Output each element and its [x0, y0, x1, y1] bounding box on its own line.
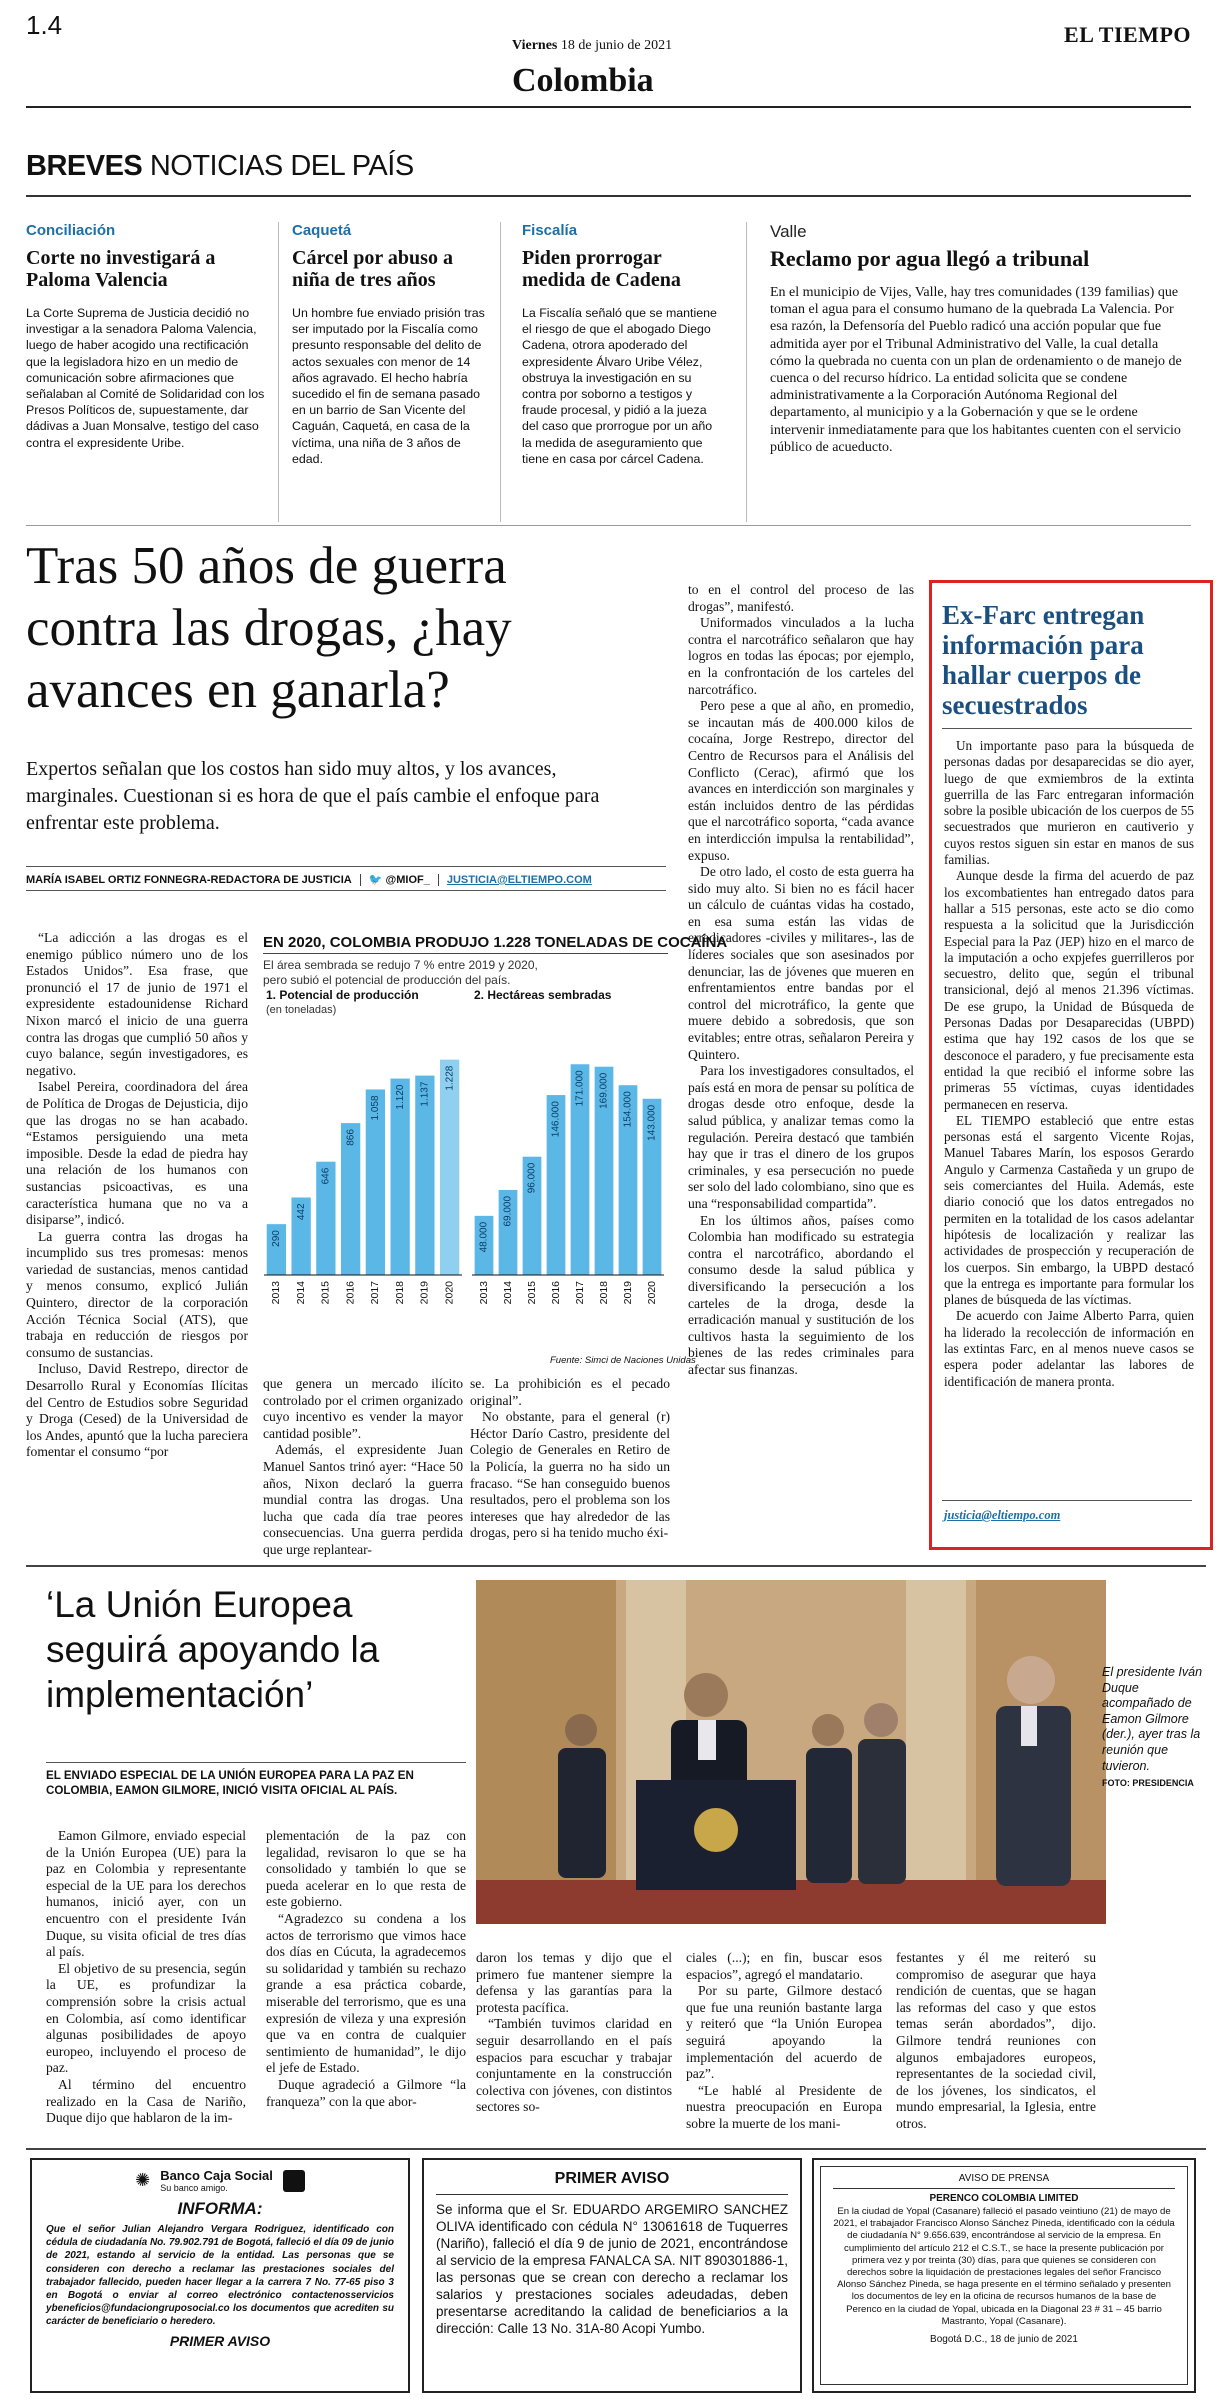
brief-text: La Fiscalía señaló que se mantiene el riesgo de que el abogado Diego Cadena, otrora apoderado del expresidente Álvaro Uribe Vélez, obstruya la investigación en su contra por soborno a testigos y fraude procesal, y pidió a la jueza del caso que prorrogue por un año la medida de aseguramiento que tiene en casa por cárcel Cadena.: [522, 306, 717, 466]
chart-tick-label: 2016: [549, 1281, 562, 1305]
byline-rule-top: [26, 866, 666, 867]
eu-story-column: [476, 1950, 672, 2116]
chart-tick-label: 2019: [621, 1281, 634, 1305]
chart-source: Fuente: Simci de Naciones Unidas: [550, 1355, 696, 1366]
column-divider: [500, 222, 501, 522]
eu-story-column: [266, 1828, 466, 2110]
ad-primer-aviso: [422, 2158, 802, 2393]
photo-caption: [1102, 1665, 1207, 1792]
paragraph: “Le hablé al Presidente de nuestra preocupación en Europa sobre la muerte de los mani-: [686, 2082, 882, 2131]
chart-panel-title: 2. Hectáreas sembradas: [474, 988, 612, 1002]
paragraph: Para los investigadores consultados, el país está en mora de pensar su política de drogas desde otro enfoque, desde la salud pública, y analizar temas como la regulación. Pereira destacó que también hay que ir tras el dinero de los grupos criminales, y esa persecución no puede ser solo del lado colombiano, sino que es una “responsabilidad compartida”.: [688, 1063, 914, 1211]
chart-data-label: 146.000: [550, 1101, 562, 1138]
eu-deck: EL ENVIADO ESPECIAL DE LA UNIÓN EUROPEA PARA LA PAZ EN COLOMBIA, EAMON GILMORE, INICIÓ VISITA OFICIAL AL PAÍS.: [46, 1769, 414, 1797]
photo-credit: FOTO: PRESIDENCIA: [1102, 1778, 1194, 1789]
paragraph: El objetivo de su presencia, según la UE, es profundizar la comprensión sobre la crisis actual en Colombia, así como identificar algunas posibilidades de apoyo europeo, incluyendo el proceso de paz.: [46, 1960, 246, 2076]
brief-category: Valle: [770, 222, 807, 241]
paragraph: Isabel Pereira, coordinadora del área de Política de Drogas de Dejusticia, dijo que las drogas no se han acabado. “Estamos persiguiendo una meta imposible. Desde la edad de piedra hay una relación de los humanos con sustancias psicoactivas, es una característica humana que no va a disiparse”, indicó.: [26, 1079, 248, 1228]
chart-data-label: 154.000: [622, 1091, 634, 1128]
chart-data-label: 442: [295, 1203, 307, 1221]
paragraph: que genera un mercado ilícito controlado por el crimen organizado cuyo incentivo es vender la mayor cantidad posible”.: [263, 1376, 463, 1441]
sidebar-email-rule: [942, 1500, 1192, 1501]
breves-bottom-rule: [26, 525, 1191, 526]
ad-title: PRIMER AVISO: [554, 2170, 670, 2187]
chart-tick-label: 2018: [393, 1281, 406, 1305]
paragraph: En los últimos años, países como Colombia han modificado su estrategia contra el narcotráfico, abordando el consumo desde la salud pública y diversificando la persecución a los carteles de la droga, desde la erradicación manual y sustitución de los cultivos hasta la seguimiento de los bienes de las redes criminales para afectar sus finanzas.: [688, 1212, 914, 1377]
paragraph: “También tuvimos claridad en seguir desarrollando en el país espacios para escuchar y trabajar conjuntamente en la construcción colectiva con jóvenes, con distintos sectores so-: [476, 2016, 672, 2115]
ad-label: AVISO DE PRENSA: [958, 2173, 1050, 2184]
chart-data-label: 96.000: [526, 1162, 538, 1194]
sidebar-email[interactable]: justicia@eltiempo.com: [944, 1508, 1061, 1522]
paragraph: Uniformados vinculados a la lucha contra el narcotráfico señalaron que hay logros en todas las épocas; por ejemplo, en la confrontación de los carteles del narcotráfico.: [688, 615, 914, 697]
main-story-column: [688, 582, 914, 1379]
chart-data-label: 143.000: [646, 1104, 658, 1141]
chart-tick-label: 2016: [344, 1281, 357, 1305]
byline-email[interactable]: JUSTICIA@ELTIEMPO.COM: [446, 874, 592, 886]
brief-item: [770, 222, 1190, 456]
section-title: Colombia: [512, 62, 654, 99]
chart-panel-title: 1. Potencial de producción: [266, 988, 419, 1002]
paragraph: festantes y él me reiteró su compromiso de asegurar que haya rendición de cuentas, que se hagan las reformas del caso y que estos temas serán abordados”, dijo. Gilmore tendrá reuniones con algunos embajadores europeos, representantes de la sociedad civil, de los jóvenes, los sindicatos, el mundo empresarial, la Iglesia, entre otros.: [896, 1950, 1096, 2131]
sidebar-rule: [942, 728, 1192, 729]
ad-footer: PRIMER AVISO: [169, 2332, 271, 2349]
chart-data-label: 866: [345, 1129, 357, 1146]
chart-subtitle-2: pero subió el potencial de producción del país.: [263, 973, 511, 987]
paragraph: De otro lado, el costo de esta guerra ha sido muy alto. Si bien no es fácil hacer un cálculo de cuántas vidas ha costado, en esa suma están las vidas de erradicadores -civiles y militares-, las de líderes sociales que son asesinados por denunciar, las de jóvenes que mueren en enfrentamientos entre bandas por el control del microtráfico, la gente que muere debido a sobredosis, que son evitables; entre otras, señalaron Pereira y Quintero.: [688, 864, 914, 1062]
brief-category: Caquetá: [292, 222, 352, 239]
newspaper-logo: EL TIEMPO: [1064, 22, 1191, 47]
paragraph: Pero pese a que al año, en promedio, se incautan más de 400.000 kilos de cocaína, Jorge Restrepo, director del Centro de Recursos para el Análisis del Conflicto (Cerac), afirmó que los avances en interdicción son marginales y están incluidos dentro de las pérdidas que el narcotráfico soporta, “cada avance en interdicción impulsa la rentabilidad”, expuso.: [688, 698, 914, 863]
paragraph: De acuerdo con Jaime Alberto Parra, quien ha liderado la recolección de información en las extintas Farc, en al menos nueve casos se espera poder adelantar las labores de identificación de manera pronta.: [944, 1308, 1194, 1389]
paragraph: to en el control del proceso de las drogas”, manifestó.: [688, 582, 914, 614]
main-story-column: [263, 1376, 463, 1559]
ad-text: Se informa que el Sr. EDUARDO ARGEMIRO SANCHEZ OLIVA identificado con cédula N° 13061618 de Tuquerres (Nariño), falleció el día 9 de junio de 2021, encontrándose al servicio de la empresa FANALCA SA. NIT 890301886-1, las personas que se crean con derecho a reclamar los salarios y prestaciones sociales adeudadas, deben presentarse acreditando la calidad de beneficiarios a la dirección: Calle 13 No. 31A-80 Acopi Yumbo.: [436, 2202, 788, 2336]
chart-data-label: 171.000: [574, 1070, 586, 1107]
byline-twitter[interactable]: @MIOF_: [385, 874, 430, 886]
chart-tick-label: 2020: [645, 1281, 658, 1305]
issue-date-text: 18 de junio de 2021: [560, 38, 673, 53]
ad-brand-row: [46, 2168, 394, 2193]
paragraph: Además, el expresidente Juan Manuel Santos trinó ayer: “Hace 50 años, Nixon declaró la guerra mundial contra las drogas. Una lucha que cada día trae peores consecuencias. Una guerra perdida que urge replantear-: [263, 1442, 463, 1557]
sidebar-headline: Ex-Farc entregan información para hallar cuerpos de secuestrados: [942, 600, 1145, 720]
main-story-column: [26, 930, 248, 1461]
chart-tick-label: 2013: [270, 1281, 283, 1305]
brief-category: Conciliación: [26, 222, 116, 239]
brief-headline: Cárcel por abuso a niña de tres años: [292, 247, 453, 291]
brief-item: [292, 222, 488, 467]
column-divider: [746, 222, 747, 522]
paragraph: ciales (...); en fin, buscar esos espacios”, agregó el mandatario.: [686, 1950, 882, 1982]
ad-text: En la ciudad de Yopal (Casanare) falleció el pasado veintiuno (21) de mayo de 2021, el trabajador Francisco Alonso Sánchez Pineda, identificado con la cédula de ciudadanía N° 9.656.639, encontrándose al servicio de la empresa. En cumplimiento del artículo 212 el C.S.T., se hace la presente publicación por primera vez y por treinta (30) días, para que quienes se consideren con derechos sobre la liquidación de prestaciones legales del señor Francisco Alonso Sánchez Pineda, se haga presente en el término señalado y presenten los documentos de ley en la oficina de recursos humanos de la base de Perenco en la ciudad de Yopal, ubicada en la Diagonal 23 # 31 – 45 barrio Mastranto, Yopal (Casanare).: [833, 2206, 1175, 2327]
ad-banco-caja-social: [30, 2158, 410, 2393]
eu-story-column: [896, 1950, 1096, 2133]
breves-section-label: [26, 150, 414, 183]
chart-panel-unit: (en toneladas): [266, 1004, 337, 1016]
ad-tagline: Su banco amigo.: [160, 2183, 228, 2193]
chart-tick-label: 2014: [501, 1281, 514, 1305]
chart-tick-label: 2015: [319, 1281, 332, 1305]
chart-data-label: 1.228: [444, 1065, 456, 1091]
chart-data-label: 1.120: [394, 1084, 406, 1110]
cocaine-production-chart: [258, 985, 673, 1355]
paragraph: Incluso, David Restrepo, director de Desarrollo Rural y Economías Ilícitas del Centro de Estudios sobre Seguridad y Droga (Cesed) de la Universidad de los Andes, apuntó que la lucha pareciera fomentar el consumo “por: [26, 1361, 248, 1460]
ad-perenco: [812, 2158, 1196, 2393]
chart-data-label: 1.058: [370, 1095, 382, 1121]
breves-label-rest: NOTICIAS DEL PAÍS: [142, 150, 414, 182]
eu-headline: ‘La Unión Europea seguirá apoyando la implementación’: [46, 1584, 380, 1715]
ad-company: PERENCO COLOMBIA LIMITED: [929, 2193, 1079, 2204]
issue-date: [512, 38, 672, 54]
brief-headline: Piden prorrogar medida de Cadena: [522, 247, 681, 291]
byline: [26, 873, 666, 886]
main-headline: Tras 50 años de guerra contra las drogas, ¿hay avances en ganarla?: [26, 537, 512, 719]
brief-headline: Reclamo por agua llegó a tribunal: [770, 246, 1090, 271]
brief-text: Un hombre fue enviado prisión tras ser imputado por la Fiscalía como presunto responsable del delito de actos sexuales con menor de 14 años agravado. El hecho habría sucedido el fin de semana pasado en un barrio de San Vicente del Caguán, Caquetá, en casa de la víctima, una niña de 3 años de edad.: [292, 306, 485, 466]
brief-item: [522, 222, 722, 467]
ad-brand: Banco Caja Social: [160, 2168, 273, 2183]
brief-category: Fiscalía: [522, 222, 578, 239]
paragraph: Un importante paso para la búsqueda de personas dadas por desaparecidas se dio ayer, luego de que exmiembros de la extinta guerrilla de las Farc entregaran información sobre la posible ubicación de los cuerpos de 55 secuestrados que murieron en cautiverio y cuyos restos siguen sin estar en manos de sus familias.: [944, 738, 1194, 868]
byline-separator: [438, 874, 439, 886]
eu-deck-rule: [46, 1762, 466, 1763]
ads-divider: [26, 2148, 1206, 2150]
chart-subtitle-1: El área sembrada se redujo 7 % entre 2019 y 2020,: [263, 958, 538, 972]
issue-weekday: Viernes: [512, 38, 558, 53]
breves-label-bold: BREVES: [26, 150, 143, 182]
main-deck: Expertos señalan que los costos han sido muy altos, y los avances, marginales. Cuestionan si es hora de que el país cambie el enfoque para enfrentar este problema.: [26, 758, 600, 834]
chart-data-label: 48.000: [478, 1221, 490, 1253]
press-photo-illustration: [476, 1580, 1106, 1924]
paragraph: Al término del encuentro realizado en la Casa de Nariño, Duque dijo que hablaron de la im-: [46, 2076, 246, 2126]
chart-tick-label: 2017: [369, 1281, 382, 1305]
chart-data-label: 646: [320, 1167, 332, 1185]
chart-tick-label: 2019: [418, 1281, 431, 1305]
chart-data-label: 290: [271, 1230, 283, 1247]
foundation-logo-icon: [283, 2170, 305, 2192]
main-story-column: [470, 1376, 670, 1542]
eu-story-column: [686, 1950, 882, 2133]
brief-text: En el municipio de Vijes, Valle, hay tres comunidades (139 familias) que toman el agua para el consumo humano de la quebrada La Valencia. Por esa razón, la Defensoría del Pueblo radicó una acción popular que fue admitida ayer por el Tribunal Administrativo del Valle, la cual detalla cómo la quebrada no cuenta con un plan de ordenamiento o de manejo de cuenca o del recurso hídrico. La entidad solicita que se condene administrativamente a la Corporación Autónoma Regional del departamento, al municipio y a la Gobernación y que se le ordene intervenir inmediatamente para que los habitantes cuenten con el servicio público de acueducto.: [770, 285, 1182, 455]
paragraph: EL TIEMPO estableció que entre estas personas está el sargento Vicente Rojas, Manuel Tabares Marín, los esposos Gerardo Angulo y Carmenza Castañeda y un grupo de seis comerciantes del Huila. Además, este diario conoció que los datos entregados no permiten en la totalidad de los casos adelantar hipótesis de localización y realizar las actividades de prospección y recuperación de los cuerpos. Sin embargo, la UBPD destacó que la entrega es importante para formular los planes de búsqueda de las víctimas.: [944, 1112, 1194, 1308]
chart-tick-label: 2013: [477, 1281, 490, 1305]
chart-bar: [440, 1060, 459, 1275]
twitter-icon: 🐦: [368, 874, 383, 886]
paragraph: Eamon Gilmore, enviado especial de la Unión Europea (UE) para la paz en Colombia y representante especial de la UE para los derechos humanos, inició ayer, con un encuentro con el presidente Iván Duque, su visita oficial de tres días al país.: [46, 1828, 246, 1960]
byline-separator: [360, 874, 361, 886]
chart-tick-label: 2015: [525, 1281, 538, 1305]
paragraph: “Agradezco su condena a los actos de terrorismo que vimos hace dos días en Cúcuta, la agradecemos su solidaridad y también su rechazo grande a esa práctica cobarde, miserable del terrorismo, que es una expresión de vileza y una expresión que va en contra de cualquier sentimiento de humanidad”, le dijo el jefe de Estado.: [266, 1910, 466, 2076]
paragraph: La guerra contra las drogas ha incumplido sus tres promesas: menos variedad de sustancias, menos cantidad y menos consumo, explicó Julián Quintero, director de la corporación Acción Técnica Social (ATS), que trabaja en reducción de riesgos por consumo de sustancias.: [26, 1228, 248, 1360]
paragraph: “La adicción a las drogas es el enemigo público número uno de los Estados Unidos”. Esa frase, que pronunció el 17 de junio de 1971 el expresidente estadounidense Richard Nixon marcó el inicio de una guerra contra las drogas que cumplió 50 años y cuyo balance, según investigadores, es negativo.: [26, 930, 248, 1078]
page-number: 1.4: [26, 10, 63, 40]
paragraph: Por su parte, Gilmore destacó que fue una reunión bastante larga y reiteró que “la Unión Europea seguirá apoyando la implementación del acuerdo de paz”.: [686, 1983, 882, 2082]
breves-top-rule: [26, 195, 1191, 197]
ad-rule: [833, 2188, 1175, 2189]
chart-tick-label: 2014: [294, 1281, 307, 1305]
paragraph: se. La prohibición es el pecado original”.: [470, 1376, 670, 1408]
header-rule: [26, 106, 1191, 108]
brief-headline: Corte no investigará a Paloma Valencia: [26, 247, 216, 291]
paragraph: Aunque desde la firma del acuerdo de paz los excombatientes han entregado datos para hallar a 515 personas, este acto se dio como respuesta a la solicitud que la Jurisdicción Especial para la Paz (JEP) hizo en el marco de la imputación a ocho expjefes guerrilleros por secuestro, delito que, según el tribunal transicional, dejó al menos 21.396 víctimas. De ese grupo, la Unidad de Búsqueda de Personas Dadas por Desaparecidas (UBPD) estima que hay 192 casos de los que se desconoce el paradero, y fue precisamente esta entidad la que recibió el informe sobre las primeras 55 víctimas, cuyas identidades permanecen en reserva.: [944, 868, 1194, 1112]
chart-tick-label: 2017: [573, 1281, 586, 1305]
chart-data-label: 1.137: [419, 1081, 431, 1107]
ad-text: Que el señor Julian Alejandro Vergara Rodriguez, identificado con cédula de ciudadanía No. 79.902.791 de Bogotá, falleció el día 09 de junio de 2021, estando al servicio de la entidad. Las personas que se consideren con derecho a reclamar las prestaciones sociales del trabajador fallecido, pueden hacer llegar a la carrera 7 No. 77-65 piso 3 en Bogotá o enviar al correo electrónico contactenosservicios ybeneficios@fundaciongruposocial.co los documentos que acrediten su carácter de beneficiario o heredero.: [46, 2224, 394, 2328]
caption-text: El presidente Iván Duque acompañado de Eamon Gilmore (der.), ayer tras la reunión que tuvieron.: [1102, 1665, 1203, 1773]
sidebar-body: [944, 738, 1194, 1390]
press-photo: [476, 1580, 1106, 1924]
chart-title: EN 2020, COLOMBIA PRODUJO 1.228 TONELADAS DE COCAÍNA: [263, 934, 728, 951]
paragraph: daron los temas y dijo que el primero fue mantener siempre la defensa y las garantías para la protesta pacífica.: [476, 1950, 672, 2015]
byline-author: MARÍA ISABEL ORTIZ FONNEGRA-REDACTORA DE JUSTICIA: [26, 874, 352, 886]
byline-rule-bottom: [26, 890, 666, 891]
ad-footer: Bogotá D.C., 18 de junio de 2021: [930, 2334, 1078, 2346]
paragraph: plementación de la paz con legalidad, revisaron lo que se ha consolidado y también lo que se pueda acelerar en lo que resta de este gobierno.: [266, 1828, 466, 1910]
paragraph: No obstante, para el general (r) Héctor Darío Castro, presidente del Colegio de Generales en Retiro de la Policía, la guerra no ha sido un fracaso. “Se han conseguido buenos resultados, pero el problema son los intereses que hay alrededor de las drogas, pero si ha tenido mucho éxi-: [470, 1409, 670, 1541]
chart-data-label: 169.000: [598, 1072, 610, 1109]
ad-title: INFORMA:: [177, 2199, 263, 2218]
bank-logo-icon: ✺: [135, 2170, 151, 2190]
paragraph: Duque agradeció a Gilmore “la franqueza” con la que abor-: [266, 2076, 466, 2109]
chart-tick-label: 2020: [443, 1281, 456, 1305]
chart-tick-label: 2018: [597, 1281, 610, 1305]
section-divider: [26, 1565, 1206, 1567]
ad-rule: [436, 2194, 788, 2195]
eu-story-column: [46, 1828, 246, 2127]
column-divider: [278, 222, 279, 522]
brief-item: [26, 222, 266, 451]
brief-text: La Corte Suprema de Justicia decidió no investigar a la senadora Paloma Valencia, luego de haber acogido una rectificación que la legisladora hizo en un medio de comunicación sobre afirmaciones que señalaban al Comité de Solidaridad con los Presos Políticos de, supuestamente, dar dádivas a Juan Monsalve, testigo del caso contra el expresidente Uribe.: [26, 306, 265, 450]
chart-data-label: 69.000: [502, 1195, 514, 1227]
chart-title-rule: [263, 953, 668, 954]
